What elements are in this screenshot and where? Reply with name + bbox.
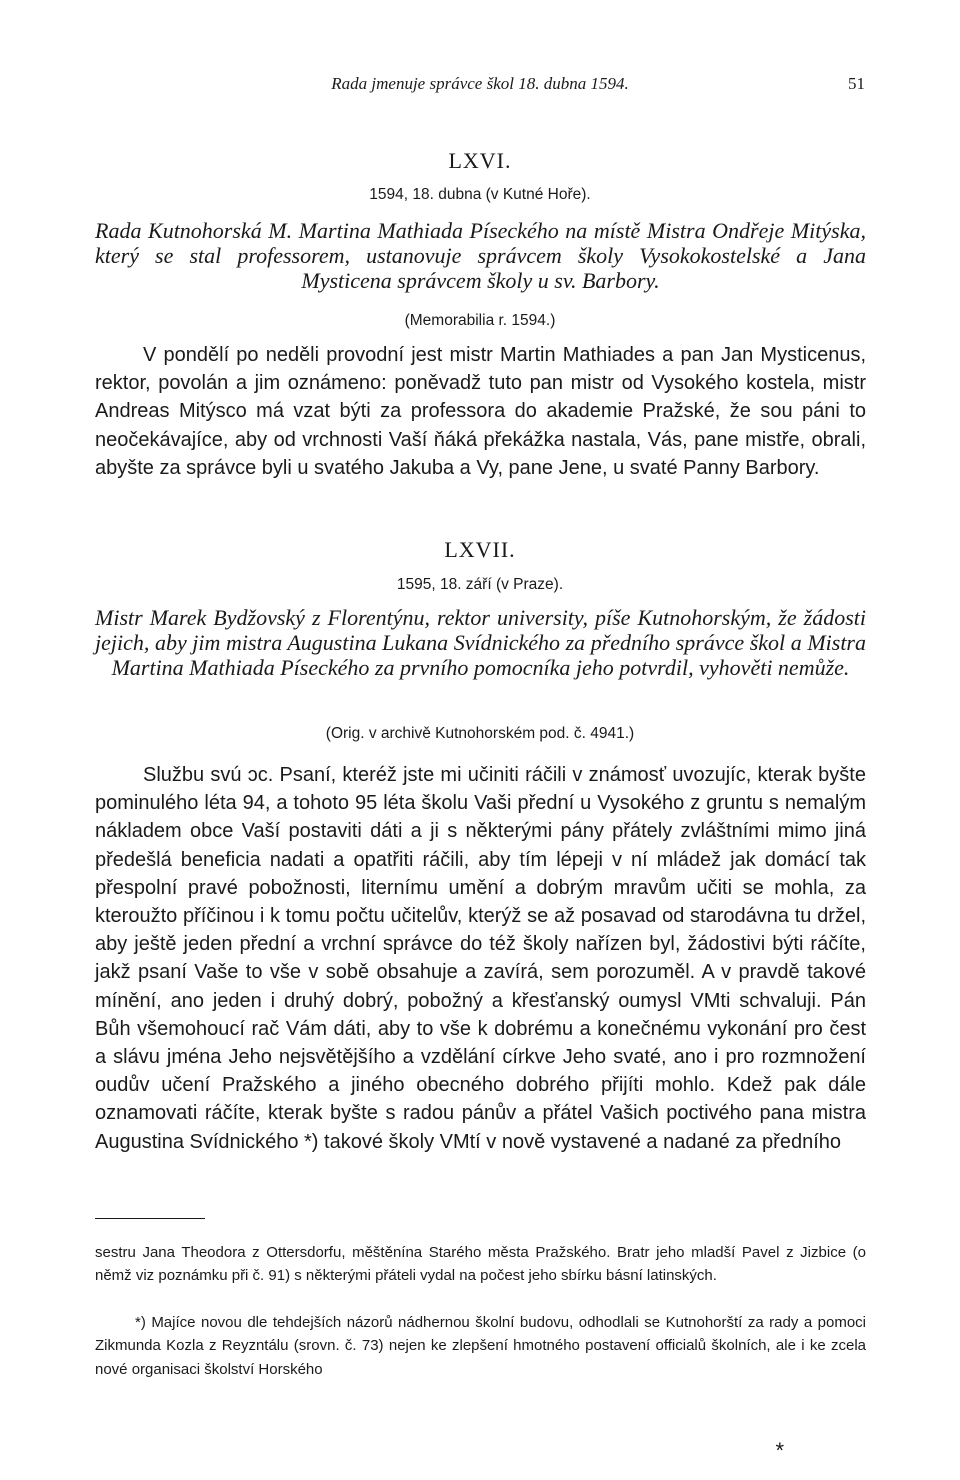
- running-head: Rada jmenuje správce škol 18. dubna 1594.: [331, 74, 629, 93]
- document-text-lxvii: Službu svú ɔc. Psaní, kteréž jste mi učiniti ráčili v známosť uvozujíc, kterak byšte pominulého léta 94, a tohoto 95 léta školu Vaši přední u Vysokého z gruntu s nemalým nákladem obce Vaší postaviti dáti a ji s některými pány přátely zvláštními mimo jiná předešlá beneficia nadati a opatřiti ráčili, aby tím lépeji v ní mládež jak domácí tak přespolní pravé pobožnosti, liternímu umění a dobrým mravům učiti se mohla, za kteroužto příčinou i k tomu počtu učitelův, kterýž se až posavad od starodávna tu držel, aby ještě jeden přední a vrchní správce do též školy nařízen byl, žádostivi býti ráčíte, jakž psaní Vaše to vše v sobě obsahuje a zavírá, sem porozuměl. A v pravdě takové mínění, ano jeden i druhý dobrý, pobožný a křesťanský oumysl VMti schvaluji. Pán Bůh všemohoucí rač Vám dáti, aby to vše k dobrému a konečnému vykonání pro čest a slávu jména Jeho nejsvětějšího a vzdělání církve Jeho svaté, ano i pro rozmnožení oudův učení Pražského a jiného obecného dobrého přijíti mohlo. Kdež pak dále oznamovati ráčíte, kterak byšte s radou pánův a přátel Vašich poctivého pana mistra Augustina Svídnického *) takové školy VMtí v nově vystavené a nadané za předního: [95, 764, 866, 1153]
- document-number-lxvii: LXVII.: [444, 537, 516, 562]
- document-text-lxvi: V pondělí po neděli provodní jest mistr Martin Mathiades a pan Jan Mysticenus, rektor, povolán a jim oznámeno: poněvadž tuto pan mistr od Vysokého kostela, mistr Andreas Mitýsco má vzat býti za professora do akademie Pražské, že sou páni to neočekávajíce, aby od vrchnosti Vaší ňáká překážka nastala, Vás, pane mistře, obrali, abyšte za správce byli u svatého Jakuba a Vy, pane Jene, u svaté Panny Barbory.: [95, 344, 866, 479]
- footnote-rule: [95, 1218, 205, 1219]
- signature-mark: *: [775, 1438, 784, 1463]
- document-source-lxvii: (Orig. v archivě Kutnohorském pod. č. 4941.): [325, 725, 635, 742]
- footnote-continued: sestru Jana Theodora z Ottersdorfu, měštěnína Starého města Pražského. Bratr jeho mladší Pavel z Jizbice (o němž viz poznámku při č. 91) s některými přáteli vydal na počest jeho sbírku básní latinských.: [95, 1244, 866, 1285]
- page-number: 51: [848, 74, 865, 93]
- document-number-lxvi: LXVI.: [448, 148, 512, 173]
- document-source-lxvi: (Memorabilia r. 1594.): [404, 312, 556, 329]
- document-date-lxvi: 1594, 18. dubna (v Kutné Hoře).: [369, 186, 591, 203]
- document-summary-lxvi: Rada Kutnohorská M. Martina Mathiada Píseckého na místě Mistra Ondřeje Mitýska, který se stal professorem, ustanovuje správcem školy Vysokokostelské a Jana Mysticena správcem školy u sv. Barbory.: [95, 218, 866, 293]
- document-summary-lxvii: Mistr Marek Bydžovský z Florentýnu, rektor university, píše Kutnohorským, že žádosti jejich, aby jim mistra Augustina Lukana Svídnického za předního správce škol a Mistra Martina Mathiada Píseckého za prvního pomocníka jeho potvrdil, vyhověti nemůže.: [95, 605, 866, 680]
- document-date-lxvii: 1595, 18. září (v Praze).: [396, 576, 564, 593]
- footnote-star: *) Majíce novou dle tehdejších názorů nádhernou školní budovu, odhodlali se Kutnohorští za rady a pomoci Zikmunda Kozla z Reyzntálu (srovn. č. 73) nejen ke zlepšení hmotného postavení officialů školních, ale i ke zcela nové organisaci školství Horského: [95, 1314, 866, 1378]
